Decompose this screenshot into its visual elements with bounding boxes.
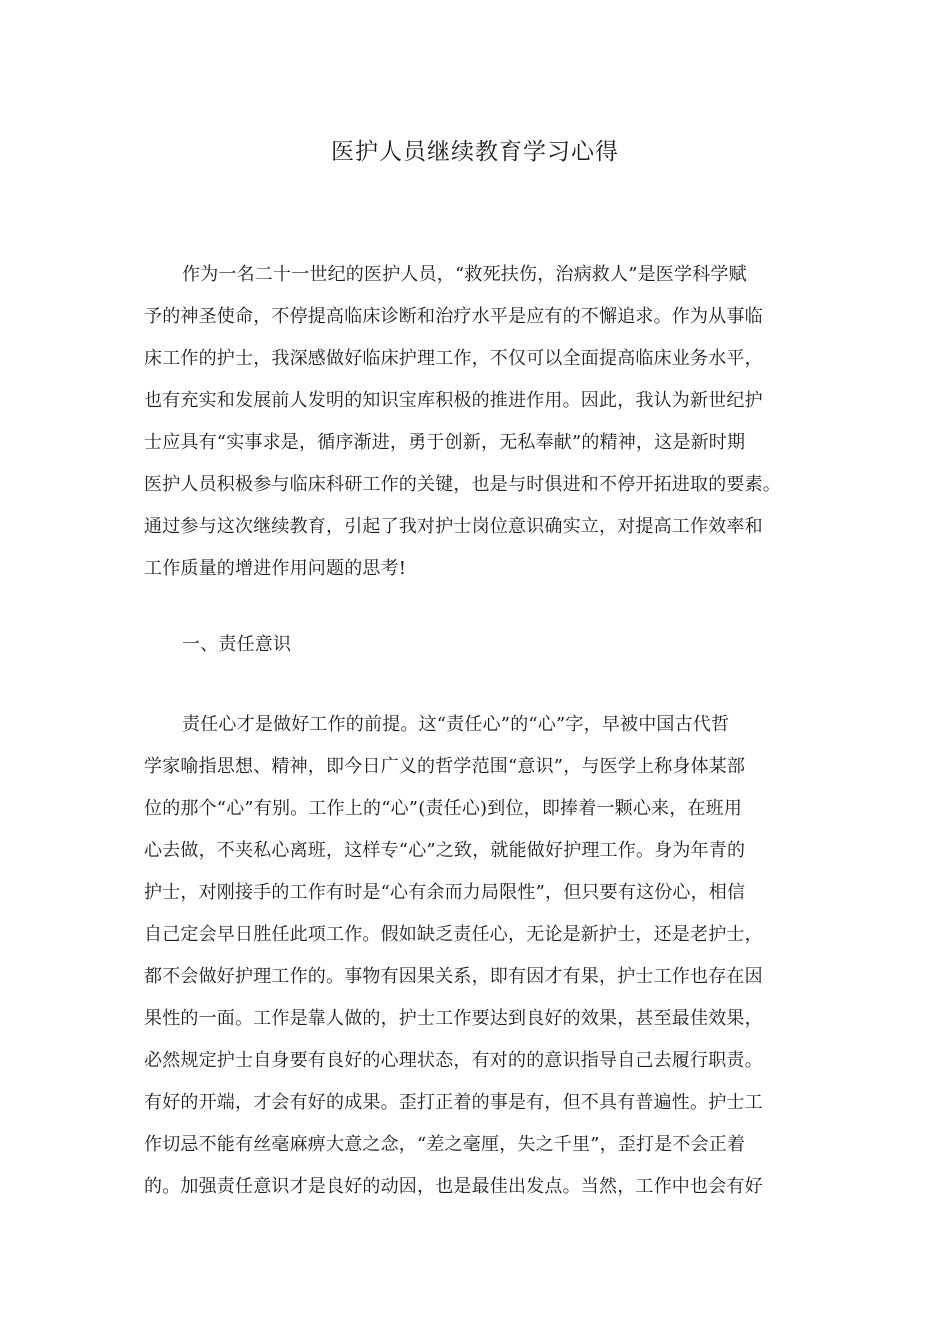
intro-paragraph xyxy=(144,254,824,590)
paragraph-line: 作切忌不能有丝毫麻痹大意之念，“差之毫厘，失之千里”，歪打是不会正着 xyxy=(144,1134,746,1155)
document-title: 医护人员继续教育学习心得 xyxy=(331,139,619,165)
paragraph-line: 护士，对刚接手的工作有时是“心有余而力局限性”，但只要有这份心，相信 xyxy=(144,882,746,903)
paragraph-line: 也有充实和发展前人发明的知识宝库积极的推进作用。因此，我认为新世纪护 xyxy=(144,390,763,411)
paragraph-line: 通过参与这次继续教育，引起了我对护士岗位意识确实立，对提高工作效率和 xyxy=(144,516,763,537)
paragraph-line: 位的那个“心”有别。工作上的“心”(责任心)到位，即捧着一颗心来，在班用 xyxy=(144,798,743,819)
section-heading-block xyxy=(144,624,824,666)
paragraph-line: 果性的一面。工作是靠人做的，护士工作要达到良好的效果，甚至最佳效果， xyxy=(144,1008,763,1029)
paragraph-line: 责任心才是做好工作的前提。这“责任心”的“心”字，早被中国古代哲 xyxy=(182,714,730,735)
paragraph-line: 学家喻指思想、精神，即今日广义的哲学范围“意识”，与医学上称身体某部 xyxy=(144,756,746,777)
paragraph-line: 士应具有“实事求是，循序渐进，勇于创新，无私奉献”的精神，这是新时期 xyxy=(144,432,746,453)
paragraph-line: 心去做，不夹私心离班，这样专“心”之致，就能做好护理工作。身为年青的 xyxy=(144,840,746,861)
section-heading: 一、责任意识 xyxy=(182,634,292,655)
paragraph-line: 医护人员积极参与临床科研工作的关键，也是与时俱进和不停开拓进取的要素。 xyxy=(144,474,781,495)
paragraph-line: 必然规定护士自身要有良好的心理状态，有对的的意识指导自己去履行职责。 xyxy=(144,1050,763,1071)
paragraph-line: 有好的开端，才会有好的成果。歪打正着的事是有，但不具有普遍性。护士工 xyxy=(144,1092,763,1113)
paragraph-line: 自己定会早日胜任此项工作。假如缺乏责任心，无论是新护士，还是老护士， xyxy=(144,924,763,945)
paragraph-line: 床工作的护士，我深感做好临床护理工作，不仅可以全面提高临床业务水平， xyxy=(144,348,763,369)
paragraph-line: 都不会做好护理工作的。事物有因果关系，即有因才有果，护士工作也存在因 xyxy=(144,966,763,987)
responsibility-paragraph xyxy=(144,704,824,1208)
paragraph-line: 工作质量的增进作用问题的思考! xyxy=(144,558,407,579)
paragraph-line: 的。加强责任意识才是良好的动因，也是最佳出发点。当然，工作中也会有好 xyxy=(144,1176,763,1197)
paragraph-line: 作为一名二十一世纪的医护人员，“救死扶伤，治病救人”是医学科学赋 xyxy=(182,264,747,285)
paragraph-line: 予的神圣使命，不停提高临床诊断和治疗水平是应有的不懈追求。作为从事临 xyxy=(144,306,763,327)
